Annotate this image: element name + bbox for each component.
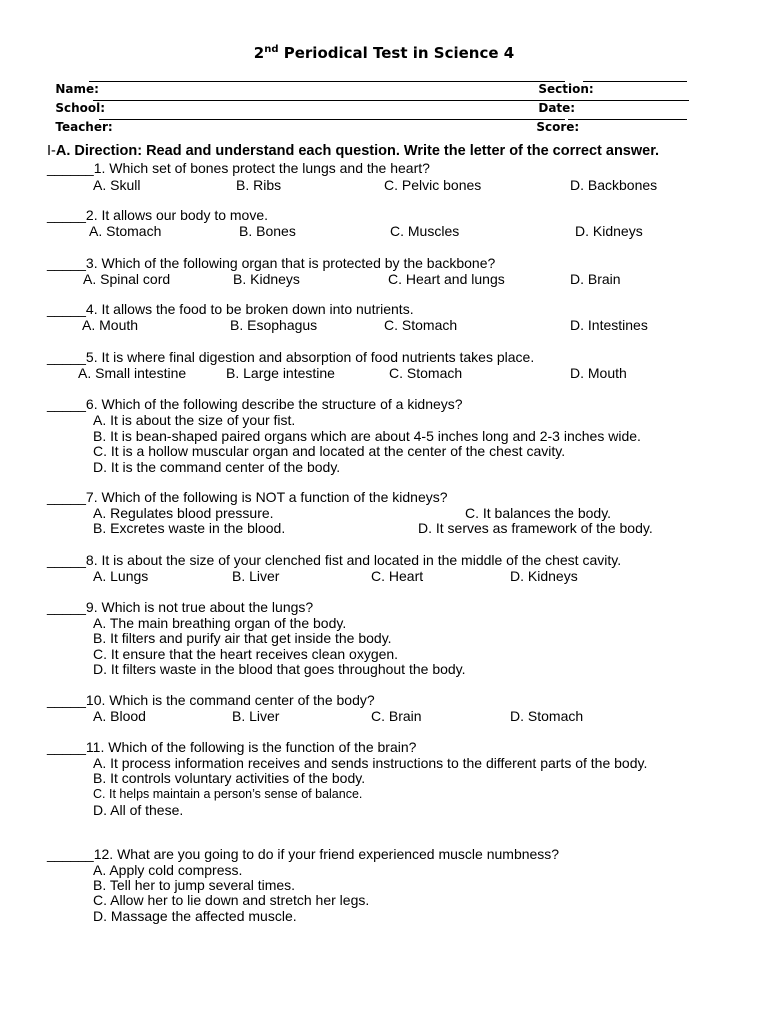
teacher-row (47, 106, 113, 148)
option-1a: A. Skull (93, 177, 141, 193)
question-6: _____6. Which of the following describe the structure of a kidneys? (47, 396, 463, 412)
question-5: _____5. It is where final digestion and absorption of food nutrients takes place. (47, 349, 535, 365)
question-4: _____4. It allows the food to be broken down into nutrients. (47, 301, 414, 317)
question-3: _____3. Which of the following organ that is protected by the backbone? (47, 255, 496, 271)
option-7c: C. It balances the body. (465, 505, 612, 521)
option-3c: C. Heart and lungs (388, 271, 505, 287)
option-2a: A. Stomach (89, 223, 162, 239)
option-8c: C. Heart (371, 568, 424, 584)
name-label: Name: (55, 82, 99, 96)
score-label: Score: (536, 120, 580, 134)
date-label: Date: (538, 101, 576, 115)
option-9d: D. It filters waste in the blood that goes throughout the body. (93, 661, 466, 677)
option-8a: A. Lungs (93, 568, 149, 584)
option-12c: C. Allow her to lie down and stretch her legs. (93, 892, 370, 908)
teacher-label: Teacher: (55, 120, 113, 134)
option-4a: A. Mouth (82, 317, 139, 333)
option-4b: B. Esophagus (230, 317, 318, 333)
teacher-blank[interactable] (99, 119, 565, 120)
option-11c: C. It helps maintain a person’s sense of balance. (93, 787, 363, 801)
question-10: _____10. Which is the command center of the body? (47, 692, 375, 708)
option-4c: C. Stomach (384, 317, 458, 333)
option-7a: A. Regulates blood pressure. (93, 505, 274, 521)
option-6a: A. It is about the size of your fist. (93, 412, 296, 428)
option-11a: A. It process information receives and sends instructions to the different parts of the body. (93, 755, 648, 771)
option-10d: D. Stomach (510, 708, 584, 724)
option-10a: A. Blood (93, 708, 146, 724)
option-5c: C. Stomach (389, 365, 463, 381)
option-4d: D. Intestines (570, 317, 648, 333)
direction: I-A. Direction: Read and understand each question. Write the letter of the correct answer. (47, 143, 660, 159)
question-9: _____9. Which is not true about the lungs? (47, 599, 314, 615)
option-5a: A. Small intestine (78, 365, 187, 381)
option-9c: C. It ensure that the heart receives clean oxygen. (93, 646, 399, 662)
option-2d: D. Kidneys (575, 223, 643, 239)
option-1c: C. Pelvic bones (384, 177, 482, 193)
option-9b: B. It filters and purify air that get inside the body. (93, 630, 392, 646)
option-7b: B. Excretes waste in the blood. (93, 520, 286, 536)
option-1d: D. Backbones (570, 177, 658, 193)
option-5b: B. Large intestine (226, 365, 335, 381)
option-12a: A. Apply cold compress. (93, 862, 243, 878)
question-2: _____2. It allows our body to move. (47, 207, 269, 223)
test-title: 2nd Periodical Test in Science 4 (253, 44, 515, 62)
question-8: _____8. It is about the size of your clenched fist and located in the middle of the chest cavity. (47, 552, 622, 568)
option-8d: D. Kidneys (510, 568, 578, 584)
option-8b: B. Liver (232, 568, 280, 584)
question-1: ______1. Which set of bones protect the lungs and the heart? (47, 160, 430, 176)
date-blank[interactable] (563, 100, 689, 101)
name-blank[interactable] (89, 81, 565, 82)
section-label: Section: (538, 82, 594, 96)
option-6b: B. It is bean-shaped paired organs which are about 4-5 inches long and 2-3 inches wide. (93, 428, 641, 444)
option-5d: D. Mouth (570, 365, 627, 381)
option-7d: D. It serves as framework of the body. (418, 520, 653, 536)
option-12d: D. Massage the affected muscle. (93, 908, 297, 924)
option-6d: D. It is the command center of the body. (93, 459, 341, 475)
option-2c: C. Muscles (390, 223, 460, 239)
option-9a: A. The main breathing organ of the body. (93, 615, 347, 631)
question-12: ______12. What are you going to do if your friend experienced muscle numbness? (47, 846, 560, 862)
school-label: School: (55, 101, 106, 115)
option-10b: B. Liver (232, 708, 280, 724)
score-row (528, 106, 579, 148)
option-3a: A. Spinal cord (83, 271, 171, 287)
option-6c: C. It is a hollow muscular organ and located at the center of the chest cavity. (93, 443, 566, 459)
option-11b: B. It controls voluntary activities of the body. (93, 770, 366, 786)
score-blank[interactable] (568, 119, 687, 120)
question-7: _____7. Which of the following is NOT a function of the kidneys? (47, 489, 448, 505)
option-10c: C. Brain (371, 708, 422, 724)
section-blank[interactable] (583, 81, 687, 82)
option-3b: B. Kidneys (233, 271, 300, 287)
question-11: _____11. Which of the following is the function of the brain? (47, 739, 417, 755)
option-2b: B. Bones (239, 223, 296, 239)
option-3d: D. Brain (570, 271, 621, 287)
option-11d: D. All of these. (93, 802, 184, 818)
option-12b: B. Tell her to jump several times. (93, 877, 296, 893)
school-blank[interactable] (93, 100, 565, 101)
option-1b: B. Ribs (236, 177, 282, 193)
